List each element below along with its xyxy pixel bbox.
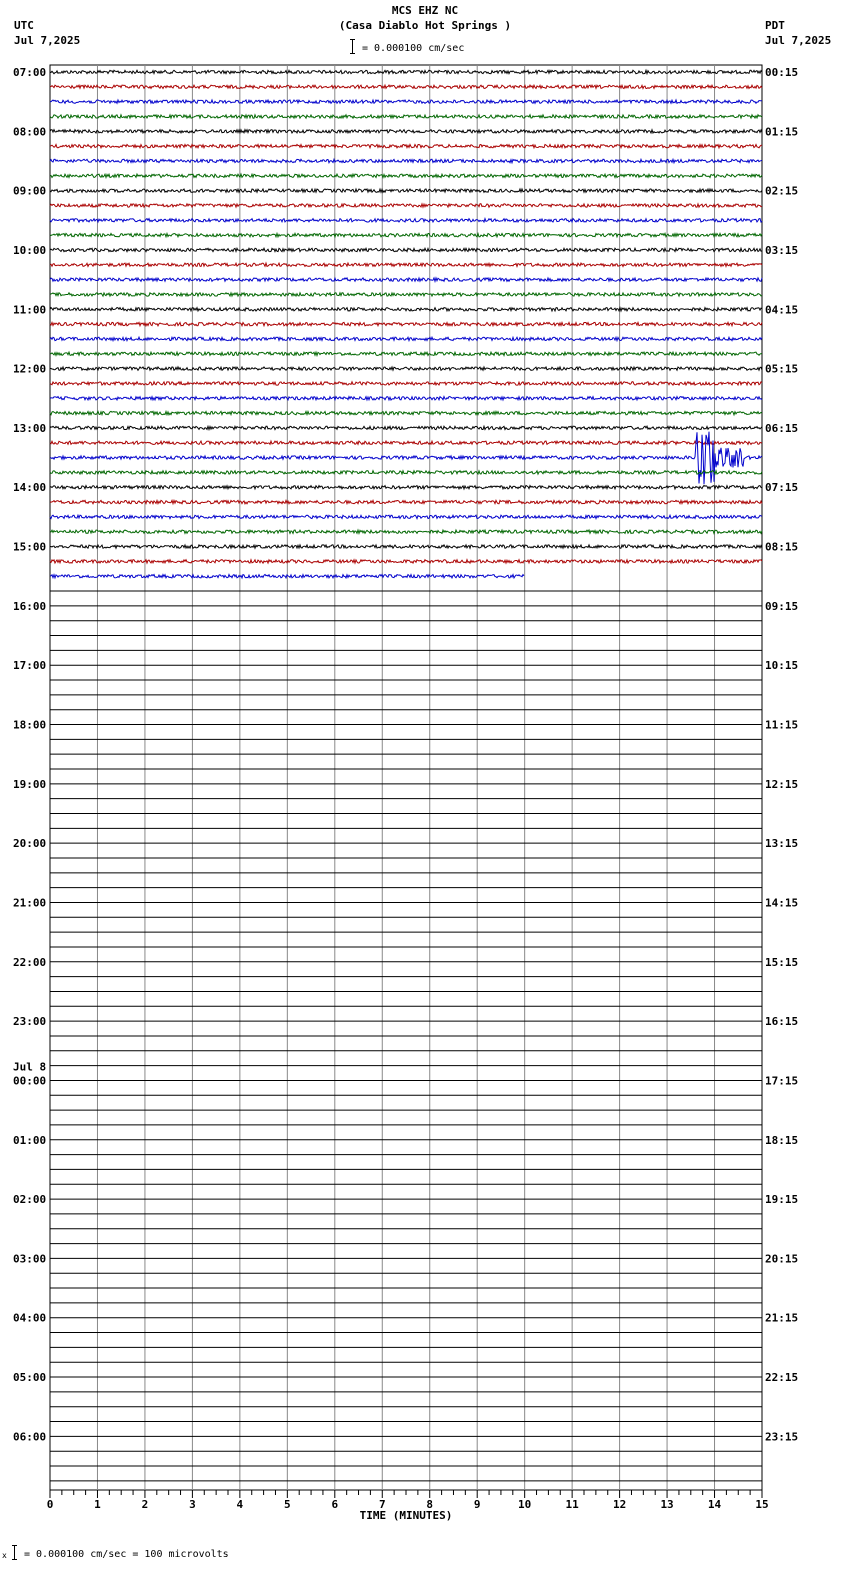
utc-hour-label: 07:00 <box>13 66 47 79</box>
seismic-trace <box>50 530 762 533</box>
seismic-trace <box>50 432 762 485</box>
utc-date-change-label: Jul 8 <box>13 1060 47 1074</box>
seismic-trace <box>50 100 762 103</box>
pdt-hour-label: 02:15 <box>765 184 799 198</box>
x-tick-label: 1 <box>94 1498 101 1511</box>
x-tick-label: 8 <box>426 1498 434 1511</box>
x-tick-label: 3 <box>189 1498 196 1511</box>
seismic-trace <box>50 560 762 563</box>
left-date: Jul 7,2025 <box>14 34 81 47</box>
utc-hour-label: 05:00 <box>13 1371 47 1385</box>
station-subtitle: (Casa Diablo Hot Springs ) <box>338 19 512 32</box>
x-tick-label: 2 <box>141 1498 149 1511</box>
utc-hour-label: 17:00 <box>13 659 47 673</box>
pdt-hour-label: 16:15 <box>765 1015 799 1029</box>
utc-hour-label: 20:00 <box>13 837 47 851</box>
seismic-trace <box>50 397 762 400</box>
x-tick-label: 0 <box>46 1498 54 1511</box>
seismic-trace <box>50 130 762 133</box>
seismic-trace <box>50 382 762 385</box>
footer-scale-bar-icon <box>12 1545 17 1560</box>
seismic-trace <box>50 545 762 548</box>
utc-hour-label: 03:00 <box>13 1252 47 1266</box>
seismic-trace <box>50 352 762 355</box>
x-tick-label: 11 <box>565 1498 579 1511</box>
utc-hour-label: 11:00 <box>13 303 47 317</box>
utc-hour-label: 12:00 <box>13 362 47 376</box>
seismic-trace <box>50 263 762 266</box>
seismic-trace <box>50 293 762 296</box>
utc-hour-label: 13:00 <box>13 421 47 435</box>
pdt-hour-label: 23:15 <box>765 1430 799 1444</box>
utc-hour-label: 19:00 <box>13 777 47 791</box>
footer-scale-note: = 0.000100 cm/sec = 100 microvolts <box>24 1549 229 1560</box>
left-timezone: UTC <box>14 19 34 32</box>
x-tick-label: 5 <box>284 1498 291 1511</box>
pdt-hour-label: 11:15 <box>765 718 799 732</box>
x-tick-label: 9 <box>473 1498 481 1511</box>
seismic-trace <box>50 308 762 311</box>
seismic-trace <box>50 367 762 370</box>
pdt-hour-label: 18:15 <box>765 1133 799 1147</box>
seismic-trace <box>50 486 762 489</box>
utc-hour-label: 04:00 <box>13 1311 47 1325</box>
pdt-hour-label: 22:15 <box>765 1371 799 1385</box>
x-tick-label: 15 <box>755 1498 769 1511</box>
pdt-hour-label: 07:15 <box>765 481 799 495</box>
x-tick-label: 4 <box>236 1498 244 1511</box>
pdt-hour-label: 03:15 <box>765 243 799 257</box>
seismic-trace <box>50 233 762 236</box>
utc-hour-label: 00:00 <box>13 1074 47 1088</box>
pdt-hour-label: 21:15 <box>765 1311 799 1325</box>
seismic-trace <box>50 500 762 503</box>
utc-hour-label: 18:00 <box>13 718 47 732</box>
seismic-trace <box>50 441 762 444</box>
seismic-trace <box>50 426 762 429</box>
utc-hour-label: 15:00 <box>13 540 47 554</box>
pdt-hour-label: 14:15 <box>765 896 799 910</box>
utc-hour-label: 21:00 <box>13 896 47 910</box>
utc-hour-label: 14:00 <box>13 481 47 495</box>
utc-hour-label: 09:00 <box>13 184 47 198</box>
pdt-hour-label: 13:15 <box>765 837 799 851</box>
seismic-trace <box>50 70 762 73</box>
pdt-hour-label: 19:15 <box>765 1193 799 1207</box>
scale-label: = 0.000100 cm/sec <box>362 43 465 54</box>
right-date: Jul 7,2025 <box>765 34 832 47</box>
seismic-trace <box>50 322 762 325</box>
pdt-hour-label: 05:15 <box>765 362 799 376</box>
pdt-hour-label: 01:15 <box>765 125 799 139</box>
seismic-trace <box>50 204 762 207</box>
seismic-trace <box>50 278 762 281</box>
x-axis-label: TIME (MINUTES) <box>359 1509 453 1522</box>
seismic-trace <box>50 174 762 177</box>
seismic-trace <box>50 337 762 340</box>
pdt-hour-label: 15:15 <box>765 955 799 969</box>
seismic-trace <box>50 411 762 414</box>
x-tick-label: 10 <box>518 1498 532 1511</box>
pdt-hour-label: 00:15 <box>765 66 799 79</box>
seismic-trace <box>50 115 762 118</box>
x-tick-label: 6 <box>331 1498 339 1511</box>
x-tick-label: 14 <box>707 1498 722 1511</box>
pdt-hour-label: 08:15 <box>765 540 799 554</box>
pdt-hour-label: 12:15 <box>765 777 799 791</box>
pdt-hour-label: 09:15 <box>765 599 799 613</box>
pdt-hour-label: 10:15 <box>765 659 799 673</box>
x-tick-label: 12 <box>612 1498 627 1511</box>
seismic-trace <box>50 248 762 251</box>
utc-hour-label: 08:00 <box>13 125 47 139</box>
station-title: MCS EHZ NC <box>391 4 459 17</box>
seismic-trace <box>50 85 762 88</box>
utc-hour-label: 01:00 <box>13 1133 47 1147</box>
seismic-trace <box>50 471 762 474</box>
footer-prefix: x <box>2 1551 7 1560</box>
pdt-hour-label: 04:15 <box>765 303 799 317</box>
seismic-trace <box>50 145 762 148</box>
pdt-hour-label: 17:15 <box>765 1074 799 1088</box>
seismic-trace <box>50 219 762 222</box>
utc-hour-label: 16:00 <box>13 599 47 613</box>
utc-hour-label: 22:00 <box>13 955 47 969</box>
utc-hour-label: 06:00 <box>13 1430 47 1444</box>
utc-hour-label: 10:00 <box>13 243 47 257</box>
x-tick-label: 7 <box>378 1498 386 1511</box>
seismic-trace <box>50 515 762 518</box>
seismic-trace <box>50 189 762 192</box>
utc-hour-label: 23:00 <box>13 1015 47 1029</box>
right-timezone: PDT <box>765 19 785 32</box>
seismic-trace <box>50 159 762 162</box>
x-tick-label: 13 <box>660 1498 674 1511</box>
utc-hour-label: 02:00 <box>13 1193 47 1207</box>
pdt-hour-label: 06:15 <box>765 421 799 435</box>
pdt-hour-label: 20:15 <box>765 1252 799 1266</box>
